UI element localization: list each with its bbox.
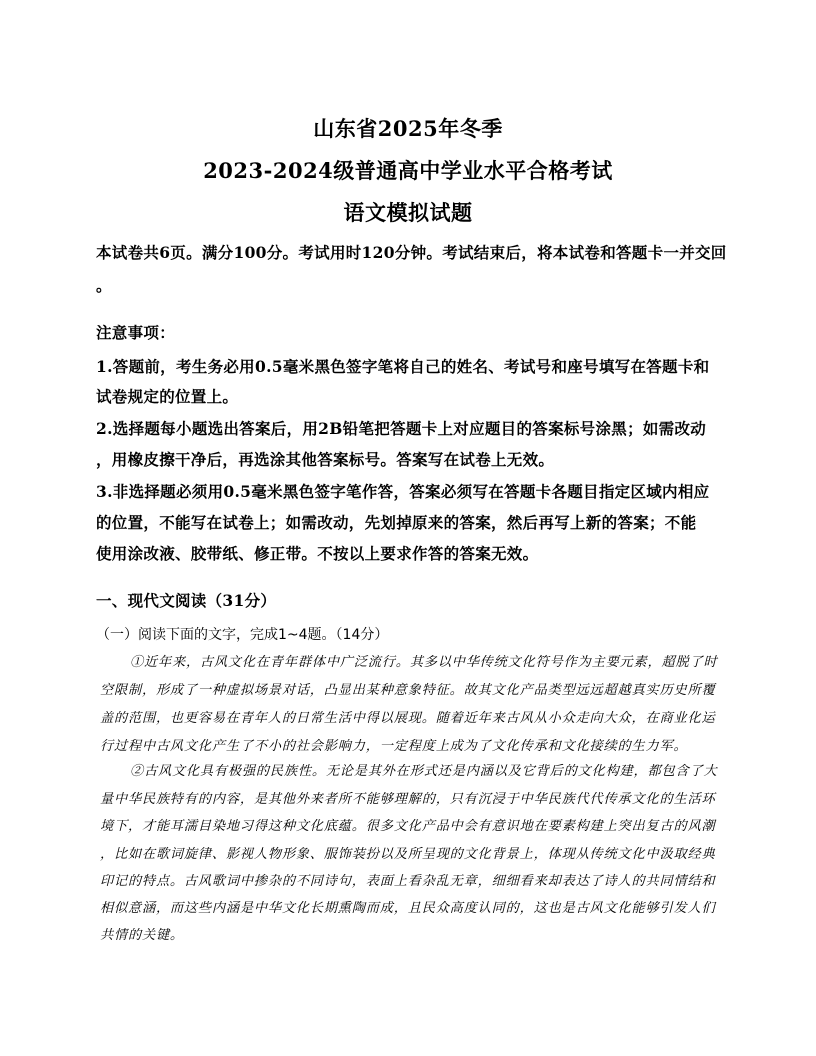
passage-p2-line-6: 相似意涵，而这些内涵是中华文化长期熏陶而成，且民众高度认同的，这也是古风文化能够引发人们 — [100, 901, 716, 916]
section-1-subheading: （一）阅读下面的文字，完成1~4题。（14分） — [96, 627, 389, 643]
notice-item-2-line-2: ，用橡皮擦干净后，再选涂其他答案标号。答案写在试卷上无效。 — [96, 450, 555, 469]
passage-p2-line-7: 共情的关键。 — [100, 928, 184, 943]
notice-item-3-line-3: 使用涂改液、胶带纸、修正带。不按以上要求作答的答案无效。 — [96, 544, 539, 563]
passage-p2-line-5: 印记的特点。古风歌词中掺杂的不同诗句，表面上看杂乱无章，细细看来却表达了诗人的共同情结和 — [100, 874, 716, 889]
notice-heading: 注意事项： — [96, 323, 176, 342]
passage-p1-line-4: 行过程中古风文化产生了不小的社会影响力，一定程度上成为了文化传承和文化接续的生力军。 — [100, 739, 688, 754]
notice-item-2-line-1: 2.选择题每小题选出答案后，用2B铅笔把答题卡上对应题目的答案标号涂黑；如需改动 — [96, 419, 707, 438]
passage-p2-line-3: 境下，才能耳濡目染地习得这种文化底蕴。很多文化产品中会有意识地在要素构建上突出复古的风潮 — [100, 819, 716, 834]
passage-p2-line-1: ②古风文化具有极强的民族性。无论是其外在形式还是内涵以及它背后的文化构建，都包含了大 — [130, 764, 718, 779]
passage-p1-line-2: 空限制，形成了一种虚拟场景对话，凸显出某种意象特征。故其文化产品类型远远超越真实历史所覆 — [100, 683, 716, 698]
exam-title-grade: 2023-2024级普通高中学业水平合格考试 — [203, 158, 613, 183]
notice-item-3-line-1: 3.非选择题必须用0.5毫米黑色签字笔作答，答案必须写在答题卡各题目指定区域内相应 — [96, 482, 710, 501]
notice-item-1-line-1: 1.答题前，考生务必用0.5毫米黑色签字笔将自己的姓名、考试号和座号填写在答题卡和 — [96, 357, 710, 376]
passage-p2-line-2: 量中华民族特有的内容，是其他外来者所不能够理解的，只有沉浸于中华民族代代传承文化的生活环 — [100, 792, 716, 807]
passage-p2-line-4: ，比如在歌词旋律、影视人物形象、服饰装扮以及所呈现的文化背景上，体现从传统文化中汲取经典 — [100, 847, 716, 862]
intro-line-2: 。 — [96, 276, 112, 295]
passage-p1-line-1: ①近年来，古风文化在青年群体中广泛流行。其多以中华传统文化符号作为主要元素，超脱了时 — [130, 655, 718, 670]
notice-item-3-line-2: 的位置，不能写在试卷上；如需改动，先划掉原来的答案，然后再写上新的答案；不能 — [96, 513, 697, 532]
section-1-heading: 一、现代文阅读（31分） — [96, 591, 277, 610]
passage-p1-line-3: 盖的范围，也更容易在青年人的日常生活中得以展现。随着近年来古风从小众走向大众，在商业化运 — [100, 711, 716, 726]
exam-title-province: 山东省2025年冬季 — [313, 116, 503, 141]
exam-title-subject: 语文模拟试题 — [343, 200, 473, 225]
intro-line-1: 本试卷共6页。满分100分。考试用时120分钟。考试结束后，将本试卷和答题卡一并交回 — [96, 243, 727, 262]
notice-item-1-line-2: 试卷规定的位置上。 — [96, 387, 239, 406]
